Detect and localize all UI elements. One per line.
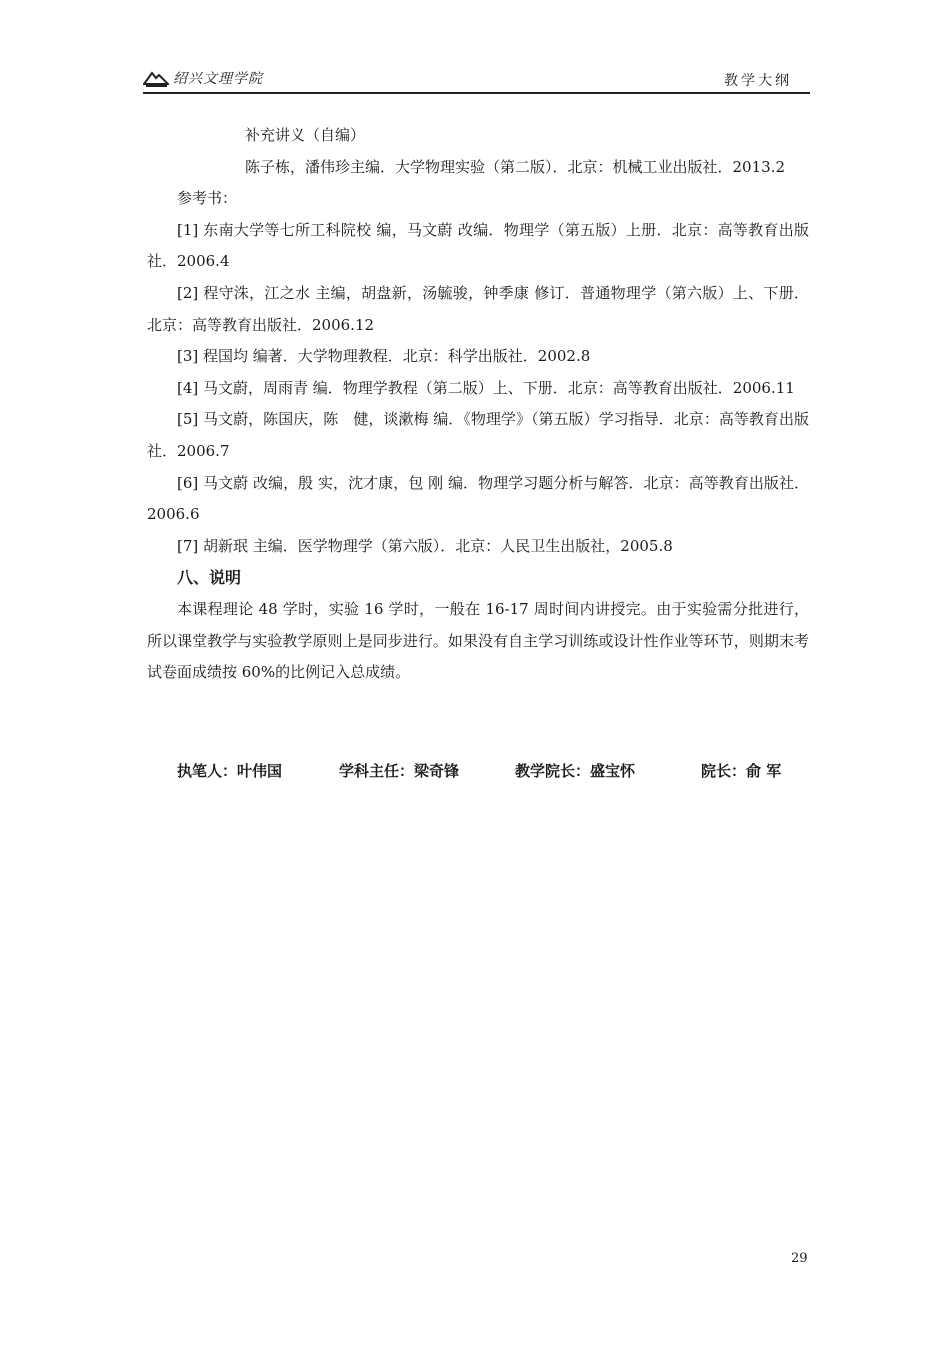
- section-8-body: 本课程理论 48 学时，实验 16 学时，一般在 16-17 周时间内讲授完。由于实验需分批进行，所以课堂教学与实验教学原则上是同步进行。如果没有自主学习训练或设计性作业等环节，则期末考试卷面成绩按 60%的比例记入总成绩。: [147, 599, 809, 682]
- reference-item-2: [2] 程守洙，江之水 主编，胡盘新，汤毓骏，钟季康 修订．普通物理学（第六版）上、下册．北京：高等教育出版社．2006.12: [147, 283, 809, 334]
- textbook-line-2: 陈子栋，潘伟珍主编．大学物理实验（第二版）．北京：机械工业出版社．2013.2: [245, 157, 785, 176]
- page-header: [143, 62, 810, 94]
- signature-row: [177, 760, 817, 781]
- logo-text: 绍兴文理学院: [173, 71, 263, 87]
- document-body: [147, 120, 809, 689]
- references-heading: 参考书：: [177, 189, 238, 208]
- reference-item-4: [4] 马文蔚，周雨青 编．物理学教程（第二版）上、下册．北京：高等教育出版社．2006.11: [177, 378, 795, 397]
- signature-discipline-director: 学科主任：梁奇锋: [339, 762, 460, 780]
- reference-item-1: [1] 东南大学等七所工科院校 编，马文蔚 改编．物理学（第五版）上册．北京：高等教育出版社．2006.4: [147, 220, 809, 271]
- reference-item-3: [3] 程国均 编著．大学物理教程．北京：科学出版社．2002.8: [177, 347, 591, 366]
- page-number: 29: [791, 1251, 808, 1266]
- signature-teaching-dean: 教学院长：盛宝怀: [515, 762, 636, 780]
- reference-item-5: [5] 马文蔚，陈国庆，陈 健，谈漱梅 编．《物理学》（第五版）学习指导．北京：高等教育出版社．2006.7: [147, 410, 809, 460]
- textbook-line-1: 补充讲义（自编）: [245, 126, 366, 144]
- header-title: 教学大纲: [724, 73, 792, 89]
- signature-dean: 院长：俞 军: [701, 762, 782, 780]
- section-8-title: 八、说明: [177, 568, 242, 588]
- reference-item-7: [7] 胡新珉 主编．医学物理学（第六版）．北京：人民卫生出版社，2005.8: [177, 536, 673, 555]
- university-logo: [143, 66, 263, 90]
- reference-item-6: [6] 马文蔚 改编，殷 实，沈才康，包 刚 编．物理学习题分析与解答．北京：高等教育出版社．2006.6: [147, 473, 809, 524]
- mountain-logo-icon: [143, 69, 169, 87]
- signature-writer: 执笔人：叶伟国: [177, 762, 283, 780]
